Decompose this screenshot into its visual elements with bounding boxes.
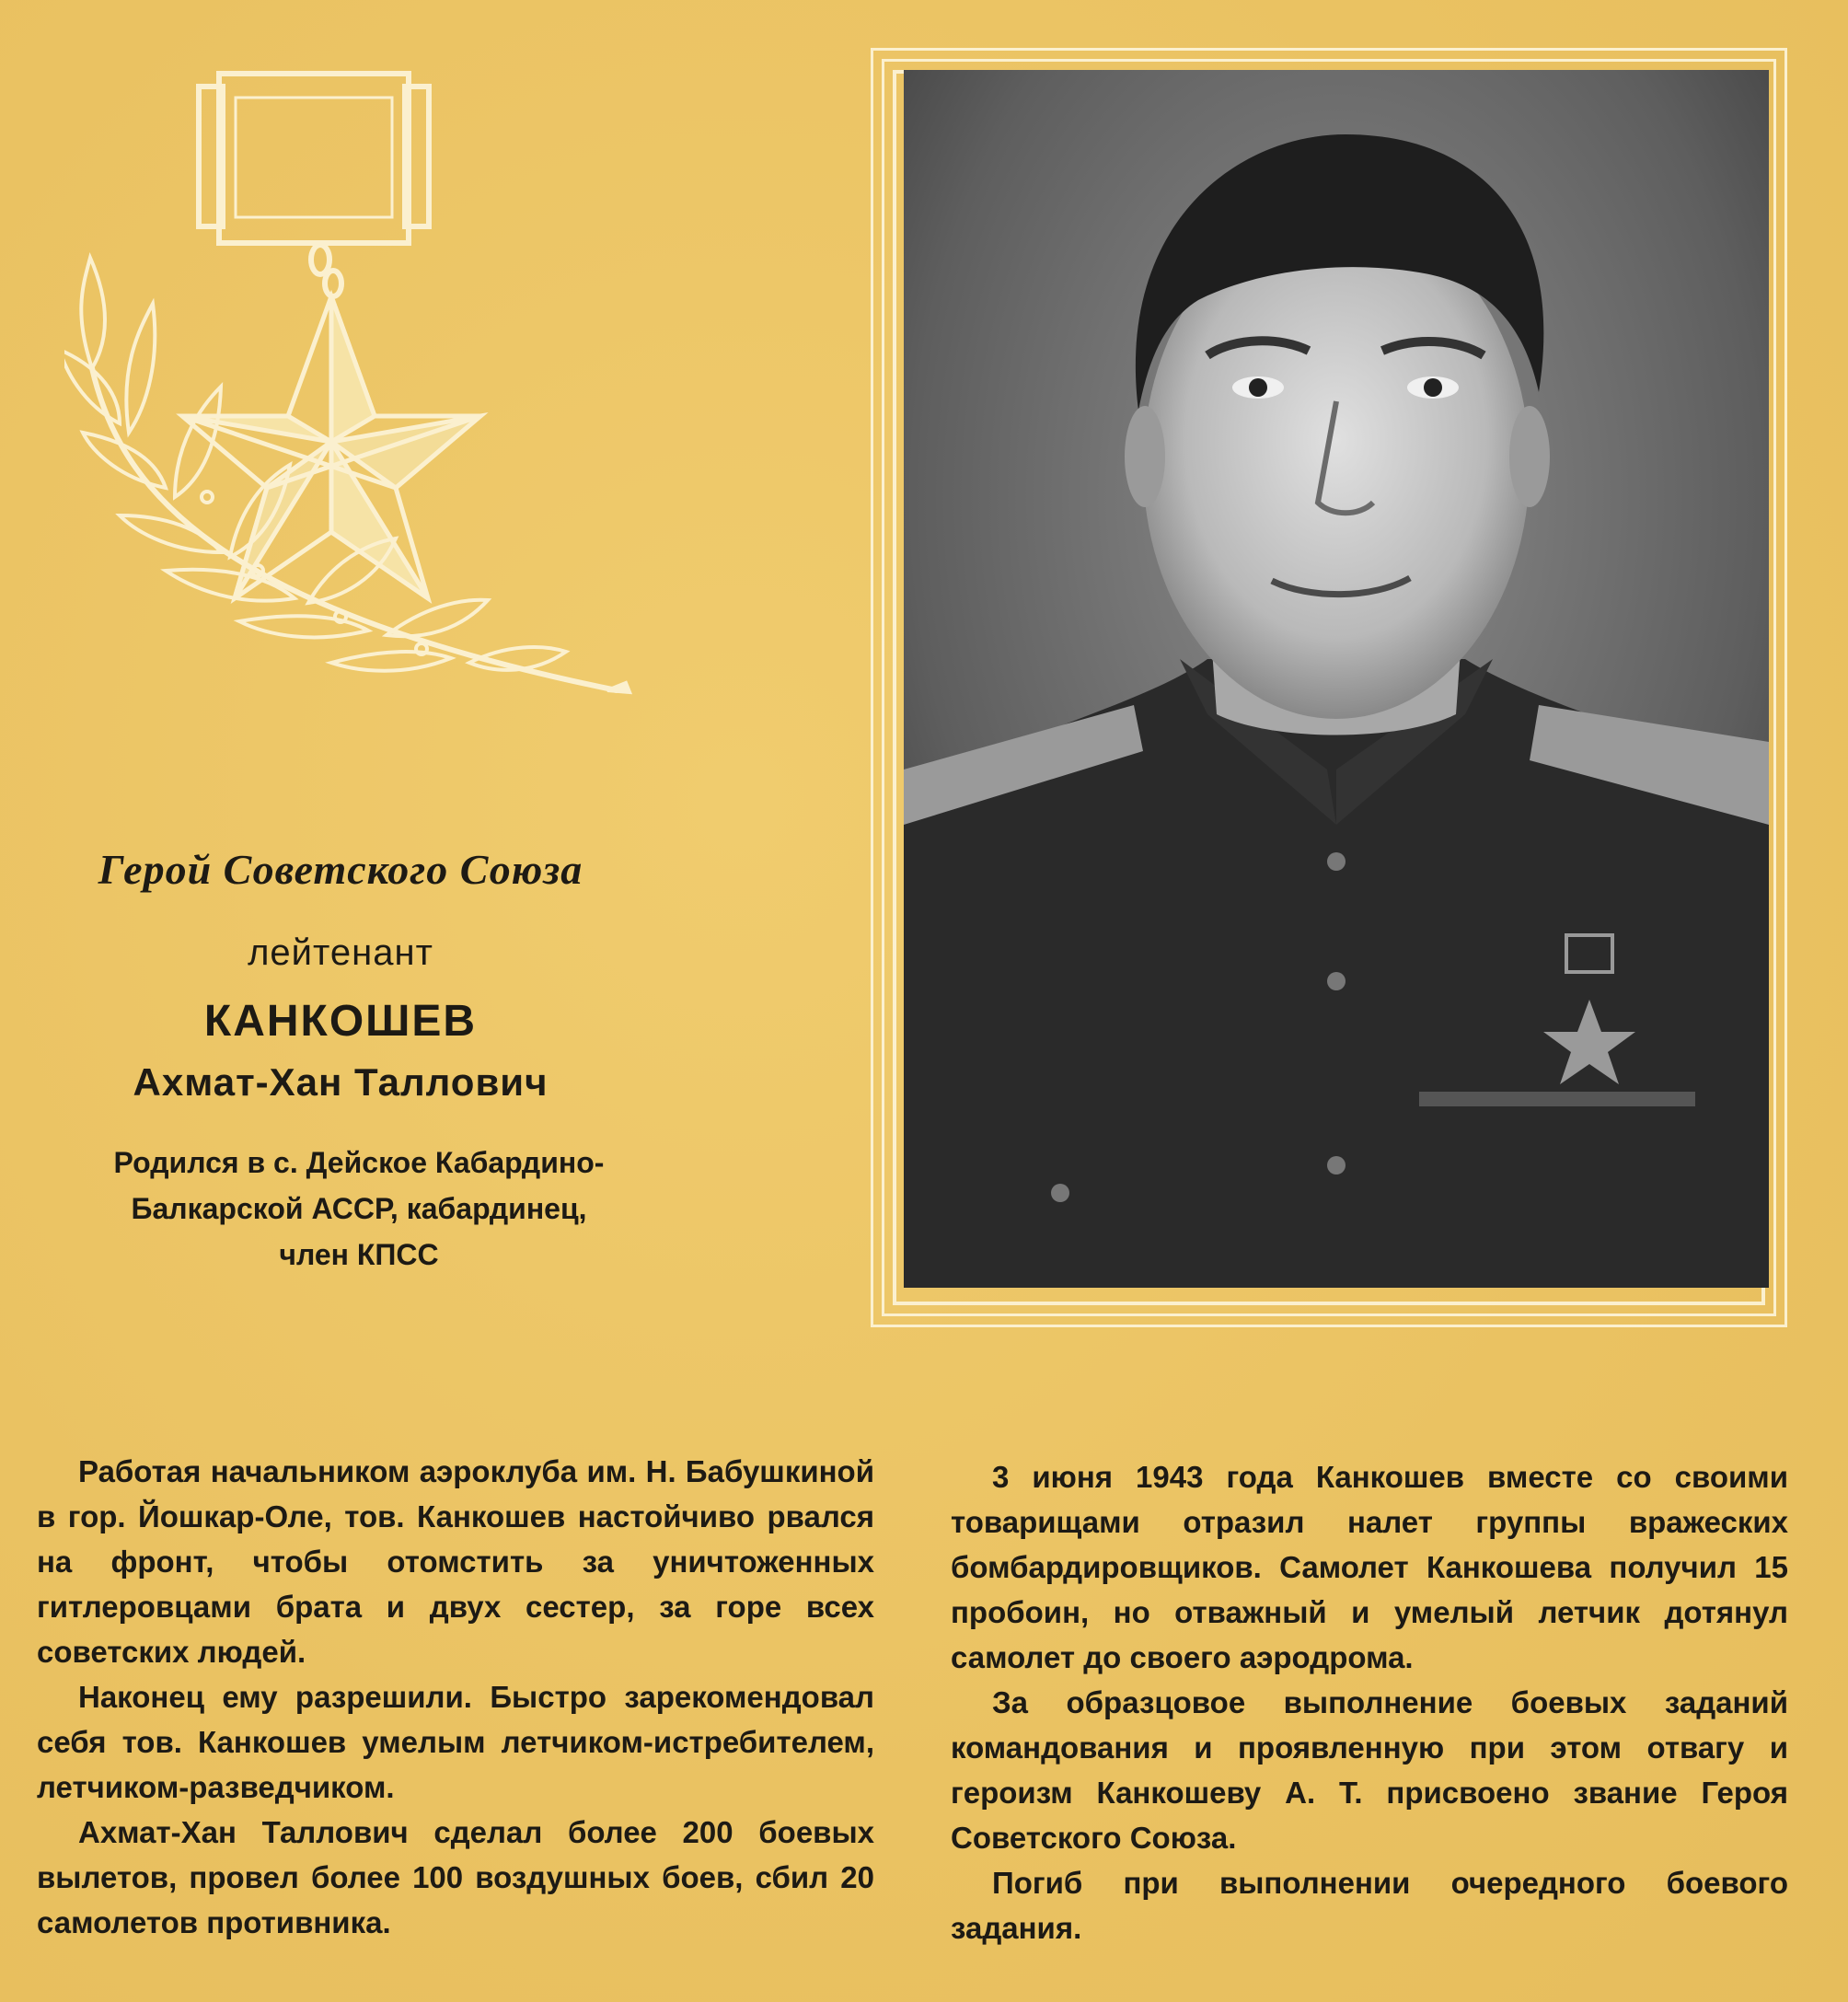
birth-line: член КПСС [279, 1238, 439, 1271]
birth-line: Балкарской АССР, кабардинец, [131, 1192, 587, 1225]
medal-ribbon-bar [199, 74, 429, 243]
biography-left-column [37, 1449, 874, 1945]
biography-paragraph: Погиб при выполнении очередного боевого задания. [951, 1866, 1788, 1945]
biography-paragraph: Наконец ему разрешили. Быстро зарекомендовал себя тов. Канкошев умелым летчиком-истребителем, летчиком-разведчиком. [37, 1680, 874, 1804]
hero-title: Герой Советского Союза [98, 846, 583, 893]
biography-paragraph: Ахмат-Хан Таллович сделал более 200 боевых вылетов, провел более 100 воздушных боев, сбил 20 самолетов противника. [37, 1815, 874, 1939]
hero-given-name: Ахмат-Хан Таллович [133, 1060, 549, 1104]
gold-star-medal-illustration [64, 55, 635, 755]
hero-portrait-photo [904, 70, 1769, 1288]
biography-paragraph: За образцовое выполнение боевых заданий командования и проявленную при этом отвагу и героизм Канкошеву А. Т. присвоено звание Героя Советского Союза. [951, 1685, 1788, 1855]
medal-ring [311, 245, 341, 296]
hero-surname: КАНКОШЕВ [203, 997, 478, 1046]
birth-line: Родился в с. Дейское Кабардино- [113, 1146, 605, 1179]
biography-paragraph: Работая начальником аэроклуба им. Н. Бабушкиной в гор. Йошкар-Оле, тов. Канкошев настойчиво рвался на фронт, чтобы отомстить за уничтоженных гитлеровцами брата и двух сестер, за горе всех советских людей. [37, 1454, 874, 1669]
biography-right-column [951, 1454, 1788, 1950]
military-rank: лейтенант [248, 932, 433, 973]
biography-paragraph: 3 июня 1943 года Канкошев вместе со своими товарищами отразил налет группы вражеских бомбардировщиков. Самолет Канкошева получил 15 пробоин, но отважный и умелый летчик дотянул самолет до своего аэродрома. [951, 1460, 1788, 1674]
birth-info [55, 1140, 663, 1278]
